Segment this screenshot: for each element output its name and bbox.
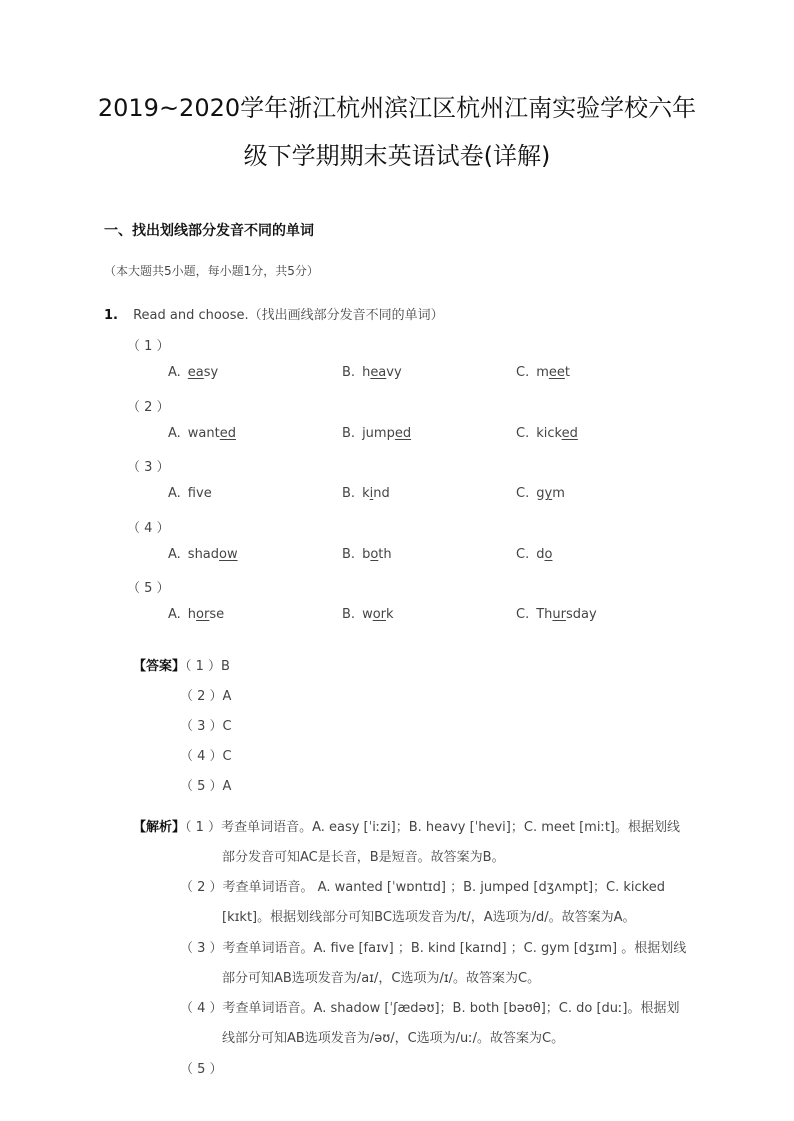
- option-word-part: nd: [373, 486, 390, 501]
- option-letter: A.: [168, 546, 181, 562]
- option-word-part: m: [536, 365, 549, 380]
- analysis-item-text: 考查单词语音。A. easy [ˈiːzi]；B. heavy [ˈhevi]；C. meet [miːt]。根据划线: [221, 820, 680, 835]
- option-a: [168, 607, 224, 622]
- option-underlined-part: o: [370, 546, 379, 562]
- analysis-label: 【解析】: [133, 820, 186, 835]
- option-word-part: m: [552, 486, 565, 501]
- option-underlined-part: ea: [187, 365, 204, 380]
- analysis-item-text: 部分发音可知AC是长音，B是短音。故答案为B。: [222, 850, 505, 865]
- answer-label: 【答案】: [133, 659, 186, 674]
- option-word-part: h: [362, 365, 371, 380]
- option-letter: B.: [342, 365, 356, 380]
- option-word-part: k: [362, 486, 370, 501]
- option-word-part: d: [536, 546, 545, 562]
- option-a: [168, 365, 218, 380]
- option-letter: A.: [168, 607, 181, 622]
- option-word-part: f: [187, 486, 196, 501]
- option-word-part: want: [187, 425, 220, 441]
- option-c: [516, 607, 597, 622]
- option-letter: B.: [342, 607, 356, 622]
- option-underlined-part: ed: [561, 425, 578, 441]
- option-word-part: w: [362, 607, 373, 622]
- analysis-item-number: （ 3 ）: [180, 941, 223, 956]
- question-number: 1.: [104, 308, 118, 323]
- option-word-part: ve: [196, 486, 212, 501]
- option-word-part: h: [187, 607, 197, 622]
- option-a: [168, 547, 238, 562]
- option-letter: C.: [516, 425, 530, 441]
- option-underlined-part: y: [544, 486, 553, 501]
- option-word-part: t: [564, 365, 570, 380]
- analysis-item-2: [180, 876, 665, 895]
- analysis-item-text: 考查单词语音。A. shadow [ˈʃædəʊ]；B. both [bəʊθ]；C. do [duː]。根据划: [222, 1001, 680, 1016]
- option-word-part: k: [386, 607, 394, 622]
- analysis-item-text: 部分可知AB选项发音为/aɪ/，C选项为/ɪ/。故答案为C。: [222, 971, 541, 986]
- analysis-item-number: （ 2 ）: [180, 880, 223, 895]
- option-underlined-part: i: [369, 486, 374, 501]
- analysis-item-text: 考查单词语音。 A. wanted [ˈwɒntɪd] ；B. jumped [dʒʌmpt]；C. kicked: [222, 880, 665, 895]
- option-underlined-part: or: [372, 607, 387, 622]
- option-a: [168, 486, 212, 501]
- option-word-part: vy: [386, 365, 402, 380]
- section-heading: 一、找出划线部分发音不同的单词: [104, 223, 314, 239]
- option-underlined-part: ea: [370, 365, 387, 380]
- option-letter: B.: [342, 425, 356, 441]
- option-word-part: Th: [536, 607, 553, 622]
- sub-question-label: （ 1 ）: [127, 339, 170, 354]
- option-letter: A.: [168, 486, 181, 501]
- question-prompt: Read and choose.（找出画线部分发音不同的单词）: [133, 308, 444, 323]
- analysis-item-number: （ 4 ）: [180, 1001, 223, 1016]
- sub-question-label: （ 3 ）: [127, 460, 170, 475]
- option-a: [168, 426, 236, 441]
- analysis-item-text: [kɪkt]。根据划线部分可知BC选项发音为/t/，A选项为/d/。故答案为A。: [222, 910, 636, 925]
- option-b: [342, 486, 390, 501]
- option-letter: C.: [516, 365, 530, 380]
- option-c: [516, 365, 570, 380]
- option-underlined-part: ed: [219, 425, 236, 441]
- option-underlined-part: ee: [548, 365, 565, 380]
- option-underlined-part: ed: [394, 425, 412, 441]
- analysis-item-number: （ 1 ）: [185, 820, 222, 835]
- answer-line: （ 4 ）C: [180, 749, 232, 764]
- option-underlined-part: ur: [552, 607, 566, 622]
- option-word-part: sy: [203, 365, 219, 380]
- section-note: （本大题共5小题，每小题1分，共5分）: [104, 264, 319, 278]
- option-underlined-part: o: [544, 546, 553, 562]
- option-underlined-part: or: [196, 607, 210, 622]
- answer-block: [133, 655, 230, 674]
- option-letter: B.: [342, 546, 356, 562]
- option-word-part: b: [362, 546, 371, 562]
- option-b: [342, 365, 402, 380]
- option-c: [516, 486, 565, 501]
- option-underlined-part: ow: [219, 546, 238, 562]
- sub-question-label: （ 2 ）: [127, 399, 170, 415]
- option-word-part: se: [209, 607, 225, 622]
- option-word-part: kick: [536, 425, 562, 441]
- question-1: [104, 304, 444, 323]
- answer-line: （ 3 ）C: [180, 719, 232, 734]
- analysis-item-number: （ 5 ）: [180, 1062, 223, 1077]
- option-letter: A.: [168, 365, 181, 380]
- option-letter: A.: [168, 425, 181, 441]
- option-word-part: jump: [362, 425, 395, 441]
- analysis-item-5: [180, 1058, 223, 1077]
- answer-line: （ 5 ）A: [180, 779, 232, 794]
- document-title-line2: 级下学期期末英语试卷(详解): [243, 142, 551, 170]
- answer-line: （ 1 ）B: [185, 659, 230, 674]
- option-word-part: shad: [187, 546, 220, 562]
- option-word-part: g: [536, 486, 545, 501]
- analysis-item-1: [133, 816, 680, 835]
- option-b: [342, 547, 392, 562]
- analysis-item-3: [180, 937, 686, 956]
- analysis-item-text: 线部分可知AB选项发音为/əʊ/，C选项为/uː/。故答案为C。: [222, 1031, 565, 1046]
- analysis-item-text: 考查单词语音。A. five [faɪv] ；B. kind [kaɪnd] ；C. gym [dʒɪm] 。根据划线: [222, 941, 687, 956]
- document-title-line1: 2019~2020学年浙江杭州滨江区杭州江南实验学校六年: [97, 94, 697, 122]
- option-b: [342, 426, 411, 441]
- answer-line: （ 2 ）A: [180, 689, 232, 704]
- option-c: [516, 426, 578, 441]
- option-c: [516, 547, 552, 562]
- option-letter: B.: [342, 486, 356, 501]
- option-word-part: th: [378, 546, 392, 562]
- option-b: [342, 607, 394, 622]
- option-letter: C.: [516, 486, 530, 501]
- option-word-part: sday: [566, 607, 597, 622]
- sub-question-label: （ 4 ）: [127, 520, 170, 536]
- option-letter: C.: [516, 546, 530, 562]
- sub-question-label: （ 5 ）: [127, 581, 170, 596]
- analysis-item-4: [180, 997, 679, 1016]
- option-letter: C.: [516, 607, 530, 622]
